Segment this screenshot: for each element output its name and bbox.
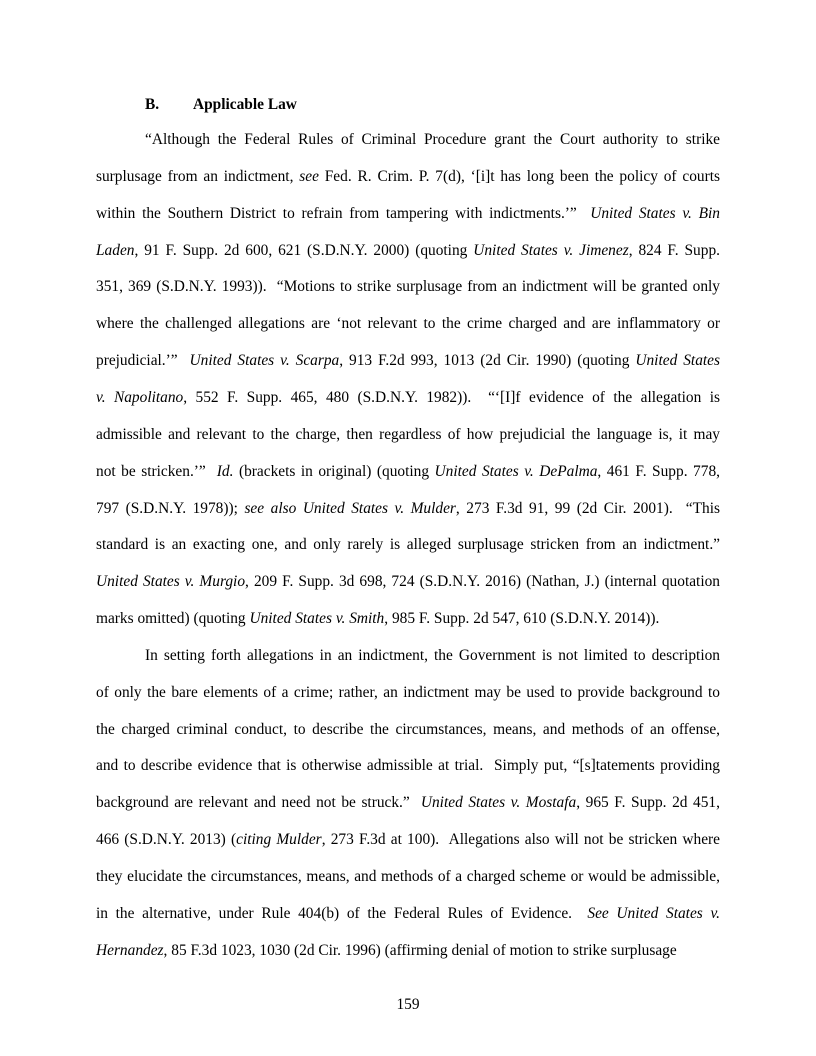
citation-italic: v. Napolitano	[96, 388, 184, 406]
text-run: marks omitted) (quoting	[96, 610, 250, 628]
text-line	[96, 425, 720, 445]
text-line	[96, 351, 720, 371]
citation-italic: United States v. Bin	[590, 204, 720, 222]
text-run: , 913 F.2d 993, 1013 (2d Cir. 1990) (quoting	[339, 352, 636, 370]
text-run: (brackets in original) (quoting	[233, 462, 435, 480]
text-line	[96, 277, 720, 297]
text-run: , 209 F. Supp. 3d 698, 724 (S.D.N.Y. 2016) (Nathan, J.) (internal quotation	[245, 573, 720, 591]
citation-italic: United States	[635, 352, 720, 370]
text-line	[96, 793, 720, 813]
text-line	[96, 204, 720, 224]
section-letter: B.	[145, 96, 160, 113]
text-run: , 273 F.3d 91, 99 (2d Cir. 2001). “This	[455, 499, 720, 517]
text-run: and to describe evidence that is otherwise admissible at trial. Simply put, “[s]tatements providing	[96, 757, 720, 775]
citation-italic: citing Mulder	[236, 831, 322, 849]
text-run: within the Southern District to refrain from tampering with indictments.’”	[96, 204, 591, 222]
citation-italic: United States v. Scarpa	[189, 352, 340, 370]
text-run: the charged criminal conduct, to describe the circumstances, means, and methods of an offense,	[96, 720, 720, 738]
text-run: , 965 F. Supp. 2d 451,	[576, 794, 720, 812]
citation-italic: Id.	[216, 462, 234, 480]
text-line	[96, 904, 720, 924]
text-run: , 985 F. Supp. 2d 547, 610 (S.D.N.Y. 2014)).	[384, 610, 660, 628]
text-line	[96, 867, 720, 887]
text-line	[96, 683, 720, 703]
text-run: , 824 F. Supp.	[628, 241, 720, 259]
text-run: Fed. R. Crim. P. 7(d), ‘[i]t has long been the policy of courts	[318, 167, 720, 185]
section-heading	[145, 96, 297, 114]
text-run: in the alternative, under Rule 404(b) of the Federal Rules of Evidence.	[96, 904, 588, 922]
citation-italic: United States v. Jimenez	[473, 241, 629, 259]
citation-italic: Laden	[96, 241, 135, 259]
text-run: In setting forth allegations in an indictment, the Government is not limited to description	[145, 646, 720, 664]
text-run: standard is an exacting one, and only rarely is alleged surplusage stricken from an indictment.”	[96, 536, 720, 554]
citation-italic: United States v. Murgio	[96, 573, 246, 591]
text-run: background are relevant and need not be struck.”	[96, 794, 421, 812]
text-line	[96, 609, 720, 629]
text-run: where the challenged allegations are ‘not relevant to the crime charged and are inflammatory or	[96, 315, 720, 333]
text-line	[96, 535, 720, 555]
text-run: 466 (S.D.N.Y. 2013) (	[96, 831, 237, 849]
text-run: not be stricken.’”	[96, 462, 217, 480]
citation-italic: see also United States v. Mulder	[244, 499, 456, 517]
text-run: of only the bare elements of a crime; rather, an indictment may be used to provide background to	[96, 683, 720, 701]
text-run: , 273 F.3d at 100). Allegations also will not be stricken where	[321, 831, 720, 849]
text-line	[96, 830, 720, 850]
text-line	[96, 756, 720, 776]
text-run: , 91 F. Supp. 2d 600, 621 (S.D.N.Y. 2000) (quoting	[134, 241, 474, 259]
citation-italic: see	[299, 167, 319, 185]
citation-italic: United States v. Smith	[249, 610, 385, 628]
text-line	[96, 720, 720, 740]
text-run: they elucidate the circumstances, means, and methods of a charged scheme or would be admissible,	[96, 868, 720, 885]
text-line	[96, 314, 720, 334]
citation-italic: See United States v.	[587, 904, 720, 922]
text-line	[96, 462, 720, 482]
text-run: “Although the Federal Rules of Criminal Procedure grant the Court authority to strike	[145, 131, 720, 148]
text-run: , 552 F. Supp. 465, 480 (S.D.N.Y. 1982)). “‘[I]f evidence of the allegation is	[183, 388, 720, 406]
text-run: , 461 F. Supp. 778,	[597, 462, 720, 480]
text-line	[145, 130, 720, 150]
text-run: 797 (S.D.N.Y. 1978));	[96, 499, 245, 517]
text-run: 351, 369 (S.D.N.Y. 1993)). “Motions to strike surplusage from an indictment will be granted only	[96, 278, 720, 296]
section-title: Applicable Law	[193, 96, 297, 113]
text-line	[96, 388, 720, 408]
text-run: , 85 F.3d 1023, 1030 (2d Cir. 1996) (affirming denial of motion to strike surplusage	[163, 941, 677, 959]
text-line	[96, 572, 720, 592]
text-line	[145, 646, 720, 666]
citation-italic: Hernandez	[96, 941, 164, 959]
text-line	[96, 167, 720, 187]
text-line	[96, 941, 720, 961]
text-line	[96, 241, 720, 261]
citation-italic: United States v. Mostafa	[420, 794, 577, 812]
text-line	[96, 499, 720, 519]
citation-italic: United States v. DePalma	[434, 462, 598, 480]
page-number: 159	[396, 996, 420, 1013]
text-run: prejudicial.’”	[96, 352, 190, 370]
text-run: admissible and relevant to the charge, then regardless of how prejudicial the language is, it may	[96, 425, 720, 443]
text-run: surplusage from an indictment,	[96, 167, 300, 185]
